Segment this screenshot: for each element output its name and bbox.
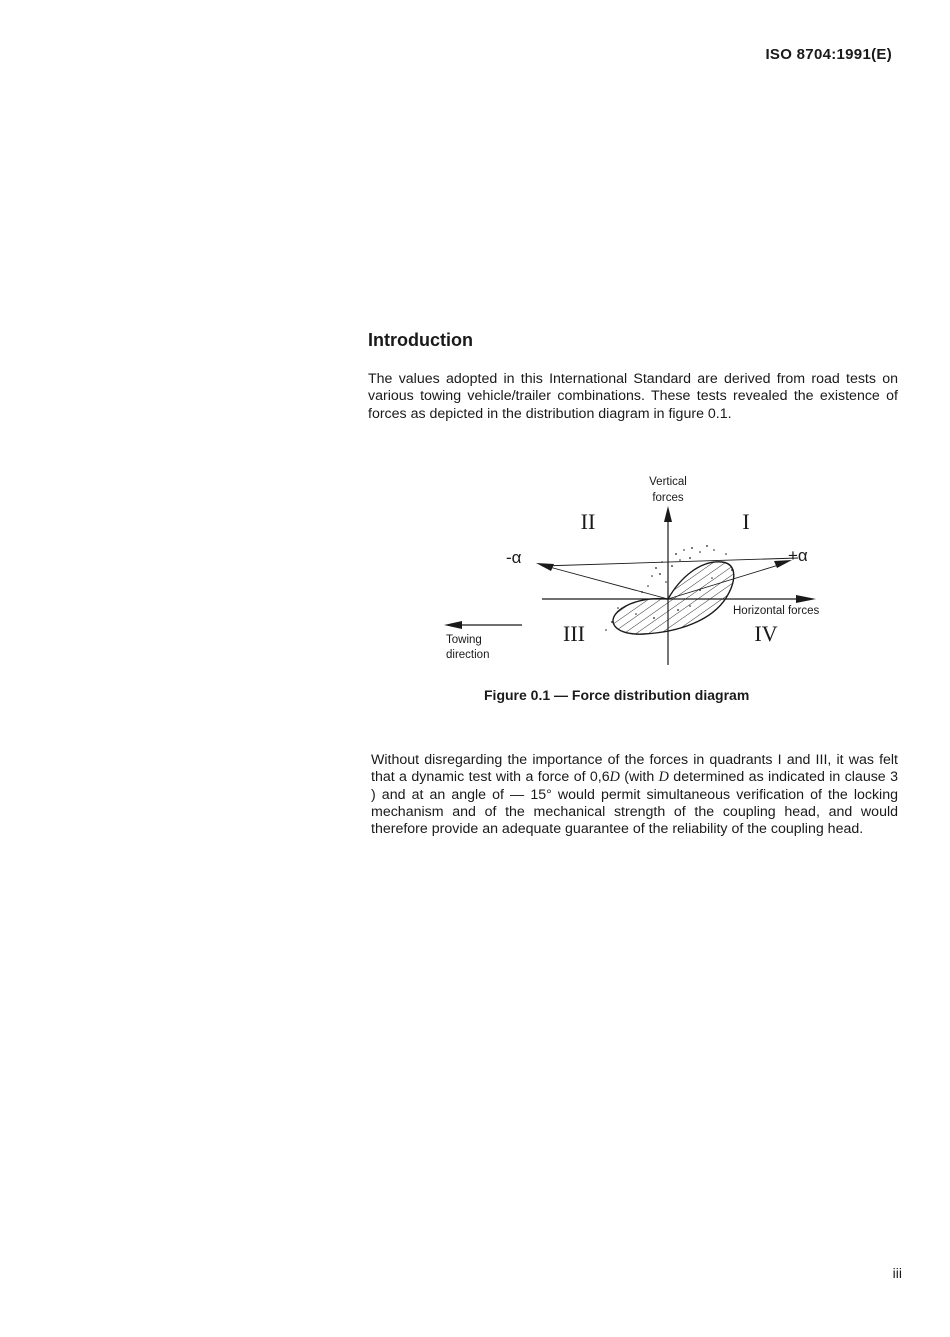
towing-arrowhead — [444, 621, 462, 629]
variable-d: D — [658, 769, 669, 786]
vertical-axis-arrowhead — [664, 506, 672, 522]
figure-caption: Figure 0.1 — Force distribution diagram — [484, 687, 750, 703]
towing-direction-label-1: Towing — [446, 634, 482, 646]
horizontal-axis-arrowhead — [796, 595, 816, 603]
quadrant-four-label: IV — [754, 621, 778, 646]
paragraph-text-part-1: Without disregarding the importance of the forces in quadrants I and III, it was felt that a dynamic test with a force of 0,6 — [371, 752, 898, 786]
minus-alpha-arrowhead — [536, 563, 554, 571]
intro-paragraph: The values adopted in this International Standard are derived from road tests on various towing vehicle/trailer combinations. These tests revealed the existence of forces as depicted in the distribution diagram in figure 0.1. — [368, 371, 898, 422]
quadrant-three-label: III — [563, 621, 585, 646]
plus-alpha-label: +α — [788, 546, 808, 565]
paragraph-text-part-2: (with — [619, 769, 659, 786]
force-diagram-svg — [430, 470, 840, 670]
paragraph-text-part-3: determined as indicated in clause 3 ) and at an angle of — 15° would permit simultaneous verification of the locking mechanism and of the mechanical strength of the coupling head, and would therefore provide an adequate guarantee of the reliability of the coupling head. — [371, 769, 898, 838]
towing-direction-label-2: direction — [446, 649, 490, 661]
force-distribution-region — [613, 562, 734, 634]
quadrant-one-label: I — [742, 509, 750, 534]
section-title: Introduction — [368, 330, 473, 350]
minus-alpha-line — [542, 565, 668, 599]
variable-d: D — [609, 769, 620, 786]
document-code: ISO 8704:1991(E) — [765, 46, 892, 63]
vertical-forces-label-2: forces — [652, 492, 684, 504]
horizontal-forces-label: Horizontal forces — [733, 605, 820, 617]
alpha-line — [542, 558, 798, 566]
force-distribution-figure — [430, 470, 840, 670]
minus-alpha-label: -α — [506, 548, 522, 567]
page-number: iii — [892, 1265, 902, 1281]
vertical-forces-label-1: Vertical — [649, 476, 687, 488]
quadrant-two-label: II — [580, 509, 596, 534]
body-paragraph — [371, 752, 898, 838]
